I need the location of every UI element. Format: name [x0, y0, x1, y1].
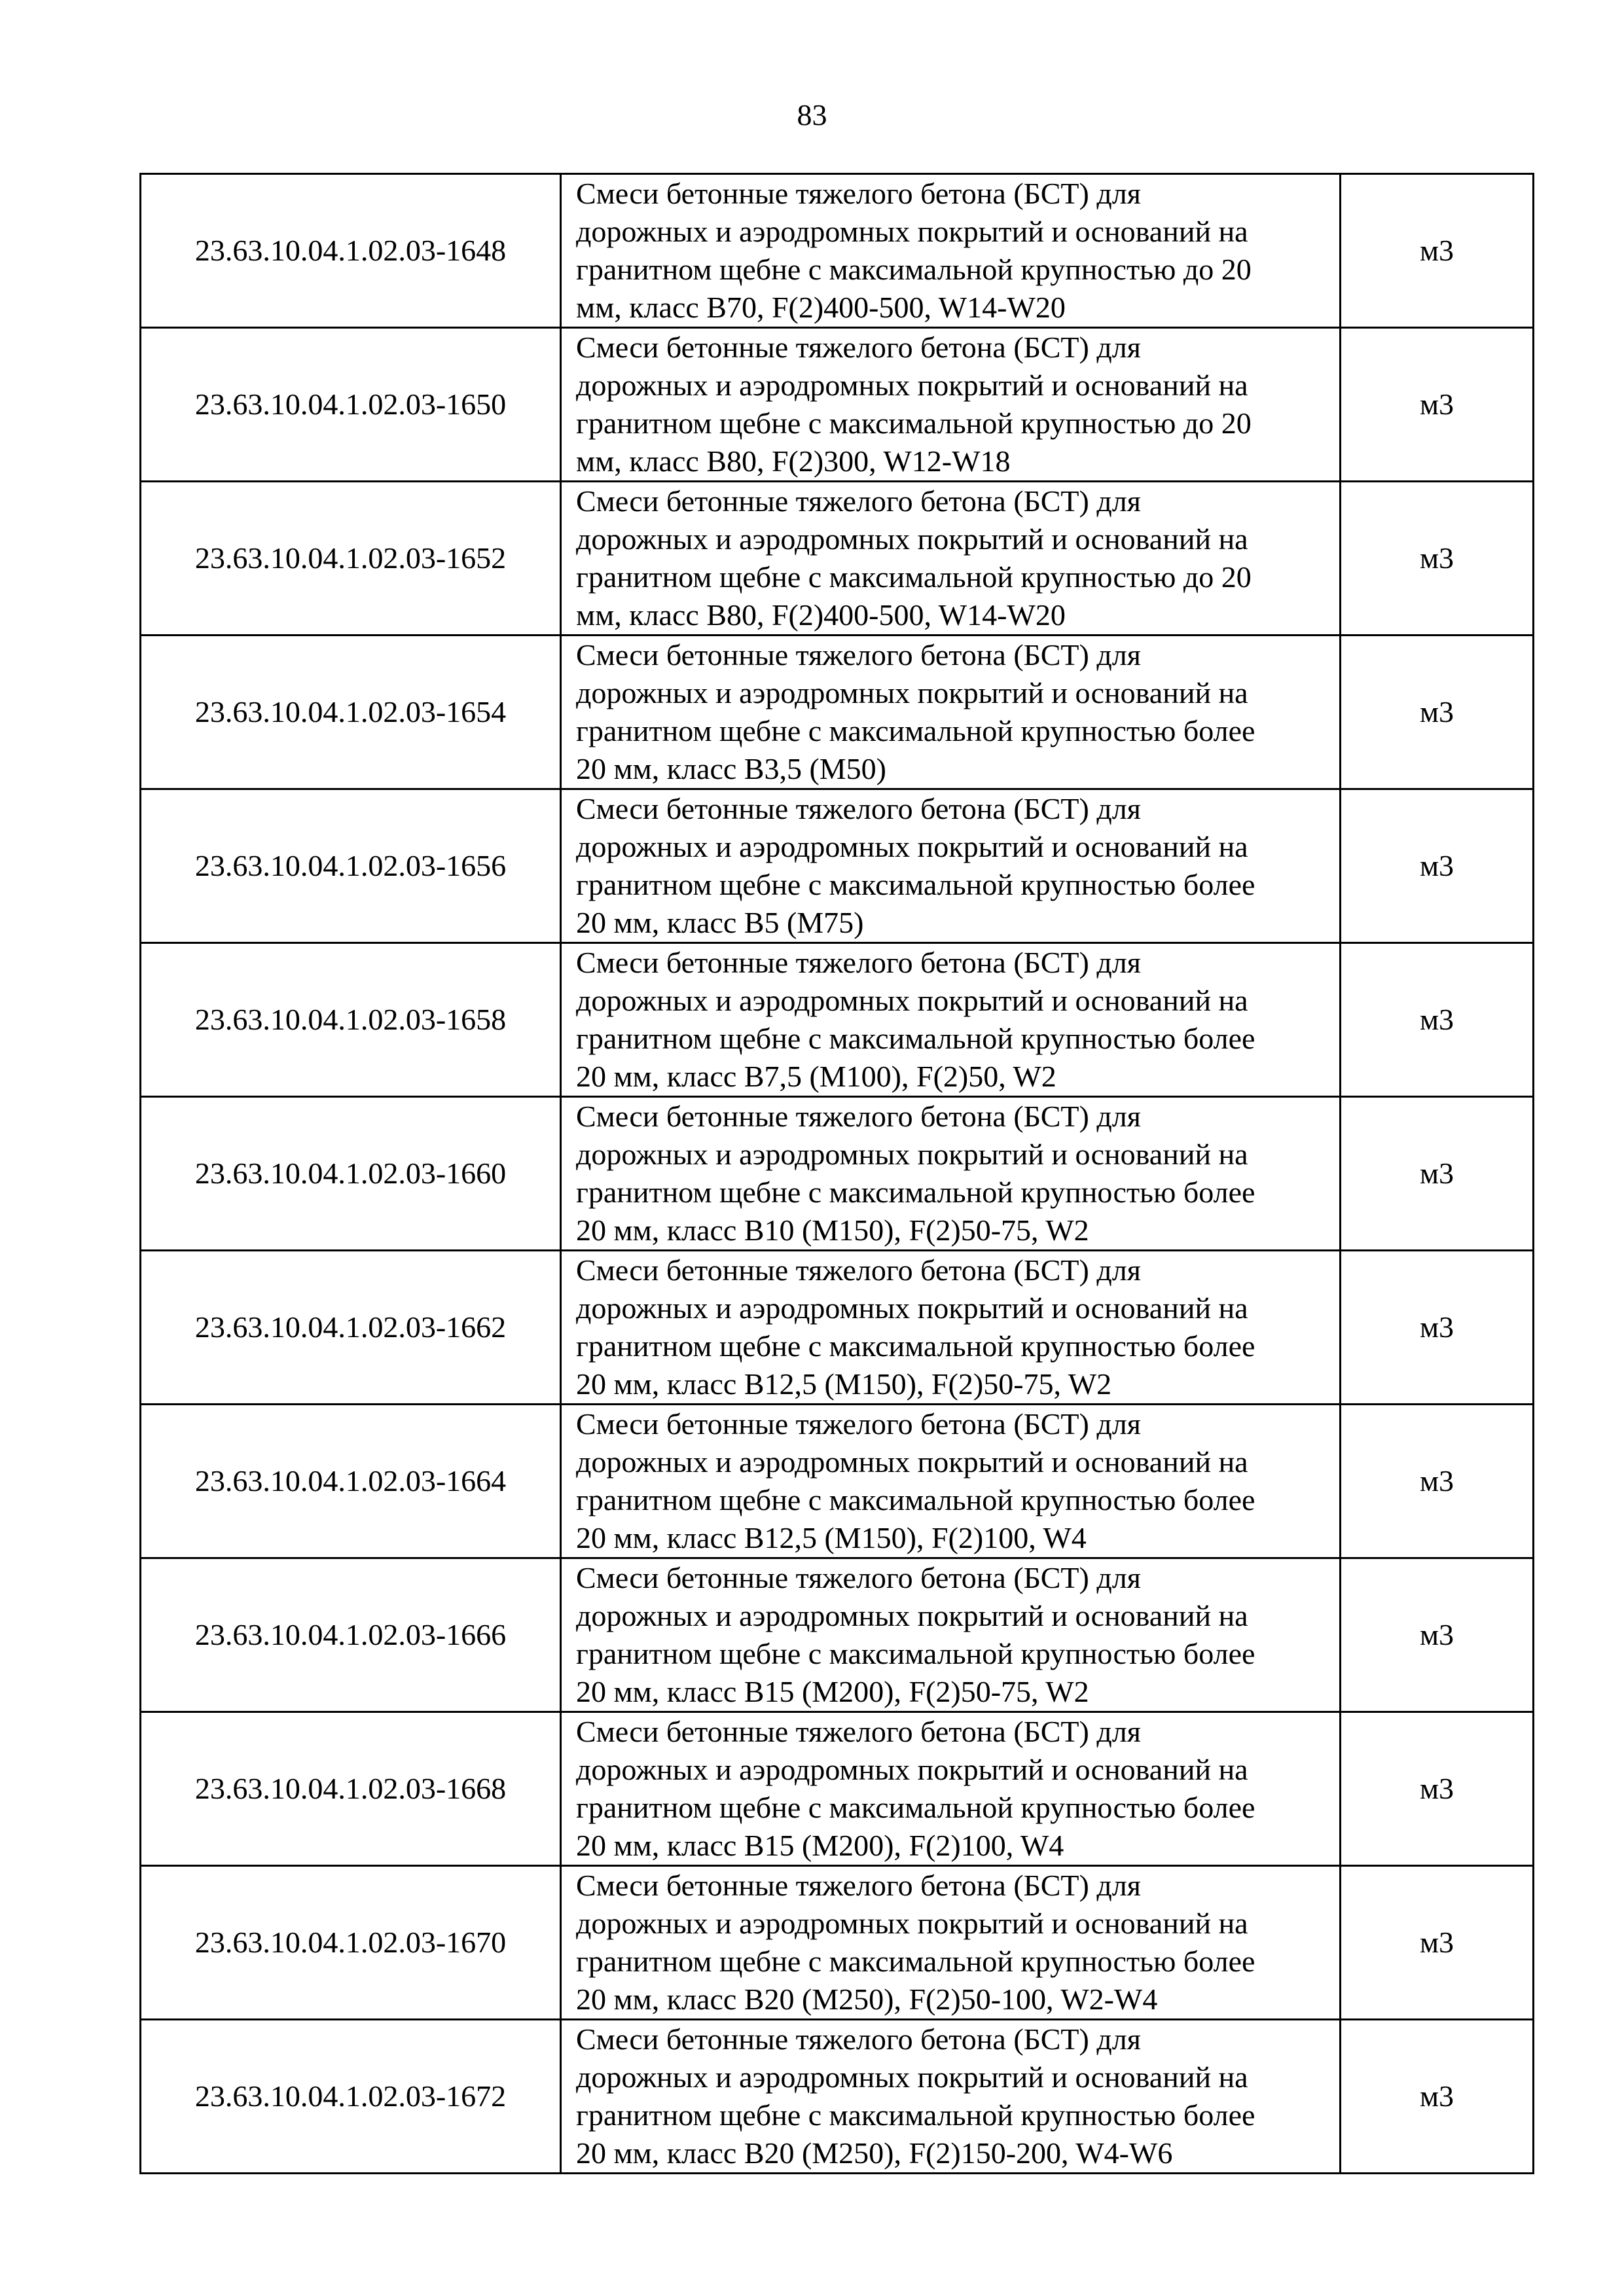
table-row [141, 1712, 1534, 1866]
table-row [141, 1097, 1534, 1251]
table-row [141, 482, 1534, 636]
resource-description-cell: Смеси бетонные тяжелого бетона (БСТ) для дорожных и аэродромных покрытий и оснований на гранитном щебне с максимальной крупностью до 20 мм, класс B80, F(2)300, W12-W18 [561, 328, 1341, 482]
table-row [141, 2020, 1534, 2174]
resource-code-cell: 23.63.10.04.1.02.03-1658 [141, 943, 561, 1097]
resource-table [139, 173, 1534, 2174]
unit-cell: м3 [1341, 482, 1534, 636]
resource-code-cell: 23.63.10.04.1.02.03-1652 [141, 482, 561, 636]
table-row [141, 1866, 1534, 2020]
table-row [141, 943, 1534, 1097]
resource-code-cell: 23.63.10.04.1.02.03-1664 [141, 1405, 561, 1558]
unit-cell: м3 [1341, 1405, 1534, 1558]
resource-code-cell: 23.63.10.04.1.02.03-1660 [141, 1097, 561, 1251]
unit-cell: м3 [1341, 1251, 1534, 1405]
table-row [141, 789, 1534, 943]
unit-cell: м3 [1341, 789, 1534, 943]
resource-code-cell: 23.63.10.04.1.02.03-1648 [141, 174, 561, 328]
resource-code-cell: 23.63.10.04.1.02.03-1654 [141, 636, 561, 789]
unit-cell: м3 [1341, 2020, 1534, 2174]
resource-code-cell: 23.63.10.04.1.02.03-1666 [141, 1558, 561, 1712]
resource-code-cell: 23.63.10.04.1.02.03-1662 [141, 1251, 561, 1405]
resource-description-cell: Смеси бетонные тяжелого бетона (БСТ) для дорожных и аэродромных покрытий и оснований на гранитном щебне с максимальной крупностью более 20 мм, класс B12,5 (M150), F(2)100, W4 [561, 1405, 1341, 1558]
table-row [141, 636, 1534, 789]
unit-cell: м3 [1341, 1097, 1534, 1251]
unit-cell: м3 [1341, 328, 1534, 482]
resource-description-cell: Смеси бетонные тяжелого бетона (БСТ) для дорожных и аэродромных покрытий и оснований на гранитном щебне с максимальной крупностью более 20 мм, класс B3,5 (M50) [561, 636, 1341, 789]
resource-code-cell: 23.63.10.04.1.02.03-1668 [141, 1712, 561, 1866]
resource-description-cell: Смеси бетонные тяжелого бетона (БСТ) для дорожных и аэродромных покрытий и оснований на гранитном щебне с максимальной крупностью более 20 мм, класс B20 (M250), F(2)50-100, W2-W4 [561, 1866, 1341, 2020]
resource-description-cell: Смеси бетонные тяжелого бетона (БСТ) для дорожных и аэродромных покрытий и оснований на гранитном щебне с максимальной крупностью более 20 мм, класс B12,5 (M150), F(2)50-75, W2 [561, 1251, 1341, 1405]
resource-code-cell: 23.63.10.04.1.02.03-1656 [141, 789, 561, 943]
table-row [141, 1251, 1534, 1405]
resource-description-cell: Смеси бетонные тяжелого бетона (БСТ) для дорожных и аэродромных покрытий и оснований на гранитном щебне с максимальной крупностью более 20 мм, класс B15 (M200), F(2)100, W4 [561, 1712, 1341, 1866]
unit-cell: м3 [1341, 636, 1534, 789]
resource-description-cell: Смеси бетонные тяжелого бетона (БСТ) для дорожных и аэродромных покрытий и оснований на гранитном щебне с максимальной крупностью до 20 мм, класс B80, F(2)400-500, W14-W20 [561, 482, 1341, 636]
resource-description-cell: Смеси бетонные тяжелого бетона (БСТ) для дорожных и аэродромных покрытий и оснований на гранитном щебне с максимальной крупностью более 20 мм, класс B5 (M75) [561, 789, 1341, 943]
resource-code-cell: 23.63.10.04.1.02.03-1650 [141, 328, 561, 482]
unit-cell: м3 [1341, 1558, 1534, 1712]
page-number: 83 [797, 98, 827, 132]
unit-cell: м3 [1341, 1866, 1534, 2020]
unit-cell: м3 [1341, 1712, 1534, 1866]
unit-cell: м3 [1341, 174, 1534, 328]
resource-description-cell: Смеси бетонные тяжелого бетона (БСТ) для дорожных и аэродромных покрытий и оснований на гранитном щебне с максимальной крупностью более 20 мм, класс B10 (M150), F(2)50-75, W2 [561, 1097, 1341, 1251]
table-row [141, 174, 1534, 328]
table-row [141, 1405, 1534, 1558]
table-row [141, 328, 1534, 482]
resource-description-cell: Смеси бетонные тяжелого бетона (БСТ) для дорожных и аэродромных покрытий и оснований на гранитном щебне с максимальной крупностью более 20 мм, класс B7,5 (M100), F(2)50, W2 [561, 943, 1341, 1097]
resource-description-cell: Смеси бетонные тяжелого бетона (БСТ) для дорожных и аэродромных покрытий и оснований на гранитном щебне с максимальной крупностью более 20 мм, класс B20 (M250), F(2)150-200, W4-W6 [561, 2020, 1341, 2174]
table-row [141, 1558, 1534, 1712]
resource-description-cell: Смеси бетонные тяжелого бетона (БСТ) для дорожных и аэродромных покрытий и оснований на гранитном щебне с максимальной крупностью до 20 мм, класс B70, F(2)400-500, W14-W20 [561, 174, 1341, 328]
unit-cell: м3 [1341, 943, 1534, 1097]
resource-description-cell: Смеси бетонные тяжелого бетона (БСТ) для дорожных и аэродромных покрытий и оснований на гранитном щебне с максимальной крупностью более 20 мм, класс B15 (M200), F(2)50-75, W2 [561, 1558, 1341, 1712]
resource-code-cell: 23.63.10.04.1.02.03-1670 [141, 1866, 561, 2020]
resource-code-cell: 23.63.10.04.1.02.03-1672 [141, 2020, 561, 2174]
